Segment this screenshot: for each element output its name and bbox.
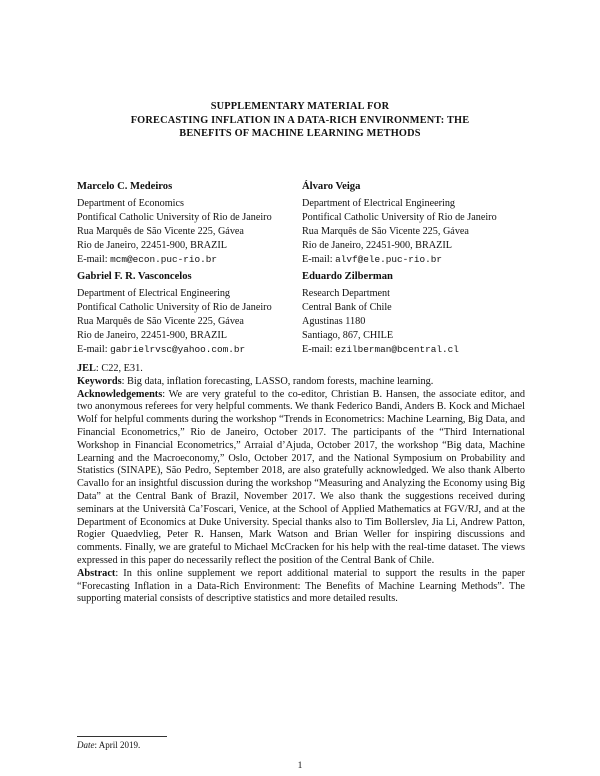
date-footnote: [77, 740, 140, 750]
jel-paragraph: [77, 363, 525, 376]
footnote-text: : April 2019.: [94, 740, 141, 750]
author-name: Eduardo Zilberman: [302, 271, 393, 282]
author-city: Rio de Janeiro, 22451-900, BRAZIL: [77, 240, 227, 251]
author-institution: Pontifical Catholic University of Rio de Janeiro: [77, 302, 272, 313]
author-block-vasconcelos: [77, 270, 272, 357]
paper-title: [60, 100, 540, 141]
author-street: Rua Marquês de São Vicente 225, Gávea: [302, 226, 469, 237]
page-number: 1: [297, 761, 303, 771]
author-dept: Research Department: [302, 288, 390, 299]
author-street: Rua Marquês de São Vicente 225, Gávea: [77, 316, 244, 327]
email-label: E-mail:: [302, 254, 336, 265]
author-email-link[interactable]: alvf@ele.puc-rio.br: [335, 254, 443, 265]
author-email-row: [77, 343, 272, 357]
author-block-medeiros: [77, 180, 272, 267]
author-institution: Pontifical Catholic University of Rio de Janeiro: [302, 212, 497, 223]
email-label: E-mail:: [77, 344, 111, 355]
author-street: Rua Marquês de São Vicente 225, Gávea: [77, 226, 244, 237]
keywords-paragraph: [77, 376, 525, 389]
author-email-row: [302, 343, 459, 357]
acknowledgements-label: Acknowledgements: [77, 388, 163, 400]
abstract-label: Abstract: [77, 567, 116, 579]
author-city: Santiago, 867, CHILE: [302, 330, 394, 341]
author-street: Agustinas 1180: [302, 316, 366, 327]
abstract-text: : In this online supplement we report additional material to support the results in the paper “Forecasting Inflation in a Data-Rich Environment: The Benefits of Machine Learning Methods”. The supporting material consists of descriptive statistics and more detailed results.: [77, 567, 525, 605]
acknowledgements-paragraph: [77, 389, 525, 568]
author-dept: Department of Electrical Engineering: [302, 198, 456, 209]
jel-text: : C22, E31.: [95, 363, 143, 374]
author-email-link[interactable]: gabrielrvsc@yahoo.com.br: [110, 344, 246, 355]
keywords-label: Keywords: [77, 375, 122, 387]
author-city: Rio de Janeiro, 22451-900, BRAZIL: [302, 240, 452, 251]
author-email-link[interactable]: mcm@econ.puc-rio.br: [110, 254, 218, 265]
title-line-1: SUPPLEMENTARY MATERIAL FOR: [210, 101, 390, 112]
footnote-label: Date: [77, 740, 95, 750]
author-institution: Pontifical Catholic University of Rio de Janeiro: [77, 212, 272, 223]
author-name: Marcelo C. Medeiros: [77, 181, 173, 192]
front-matter-body: [77, 363, 525, 606]
email-label: E-mail:: [77, 254, 111, 265]
acknowledgements-text: : We are very grateful to the co-editor, Christian B. Hansen, the associate editor, and two anonymous referees for very helpful comments. We thank Federico Bandi, Anders B. Kock and Michael Wolf for helpful comments during the workshop “Trends in Econometrics: Machine Learning, Big Data, and Financial Econometrics,” Rio de Janeiro, October 2017. The participants of the “Third International Workshop in Financial Econometrics,” Arraial d’Ajuda, October 2017, the workshop “Big data, Machine Learning and the Macroeconomy,” Oslo, October 2017, and the National Symposium on Probability and Statistics (SINAPE), São Pedro, September 2018, are also gratefully acknowledged. We also thank Alberto Cavallo for an insightful discussion during the workshop “Measuring and Analyzing the Economy using Big Data” at the Central Bank of Brazil, November 2017. We also thank the suggestions received during seminars at the Università Ca’Foscari, Venice, at the School of Applied Mathematics at FGV/RJ, and at the Department of Economics at Duke University. Special thanks also to Tim Bollerslev, Jia Li, Andrew Patton, Rogier Quaedvlieg, Peter R. Hansen, Mark Watson and Brian Weller for inspiring discussions and comments. Finally, we are grateful to Michael McCracken for his help with the real-time dataset. The views expressed in this paper do necessarily reflect the position of the Central Bank of Chile.: [77, 388, 525, 566]
author-email-row: [77, 253, 272, 267]
keywords-text: : Big data, inflation forecasting, LASSO, random forests, machine learning.: [121, 375, 434, 387]
author-email-row: [302, 253, 497, 267]
author-block-veiga: [302, 180, 497, 267]
author-name: Gabriel F. R. Vasconcelos: [77, 271, 192, 282]
footnote-rule: [77, 736, 167, 737]
author-email-link[interactable]: ezilberman@bcentral.cl: [335, 344, 459, 355]
email-label: E-mail:: [302, 344, 336, 355]
title-line-2: FORECASTING INFLATION IN A DATA-RICH ENVIRONMENT: THE: [130, 114, 470, 126]
author-dept: Department of Economics: [77, 198, 184, 209]
author-name: Álvaro Veiga: [302, 181, 361, 192]
abstract-paragraph: [77, 568, 525, 606]
author-city: Rio de Janeiro, 22451-900, BRAZIL: [77, 330, 227, 341]
author-institution: Central Bank of Chile: [302, 302, 392, 313]
title-line-3: BENEFITS OF MACHINE LEARNING METHODS: [179, 128, 421, 139]
author-block-zilberman: [302, 270, 459, 357]
jel-label: JEL: [77, 363, 96, 374]
author-dept: Department of Electrical Engineering: [77, 288, 231, 299]
